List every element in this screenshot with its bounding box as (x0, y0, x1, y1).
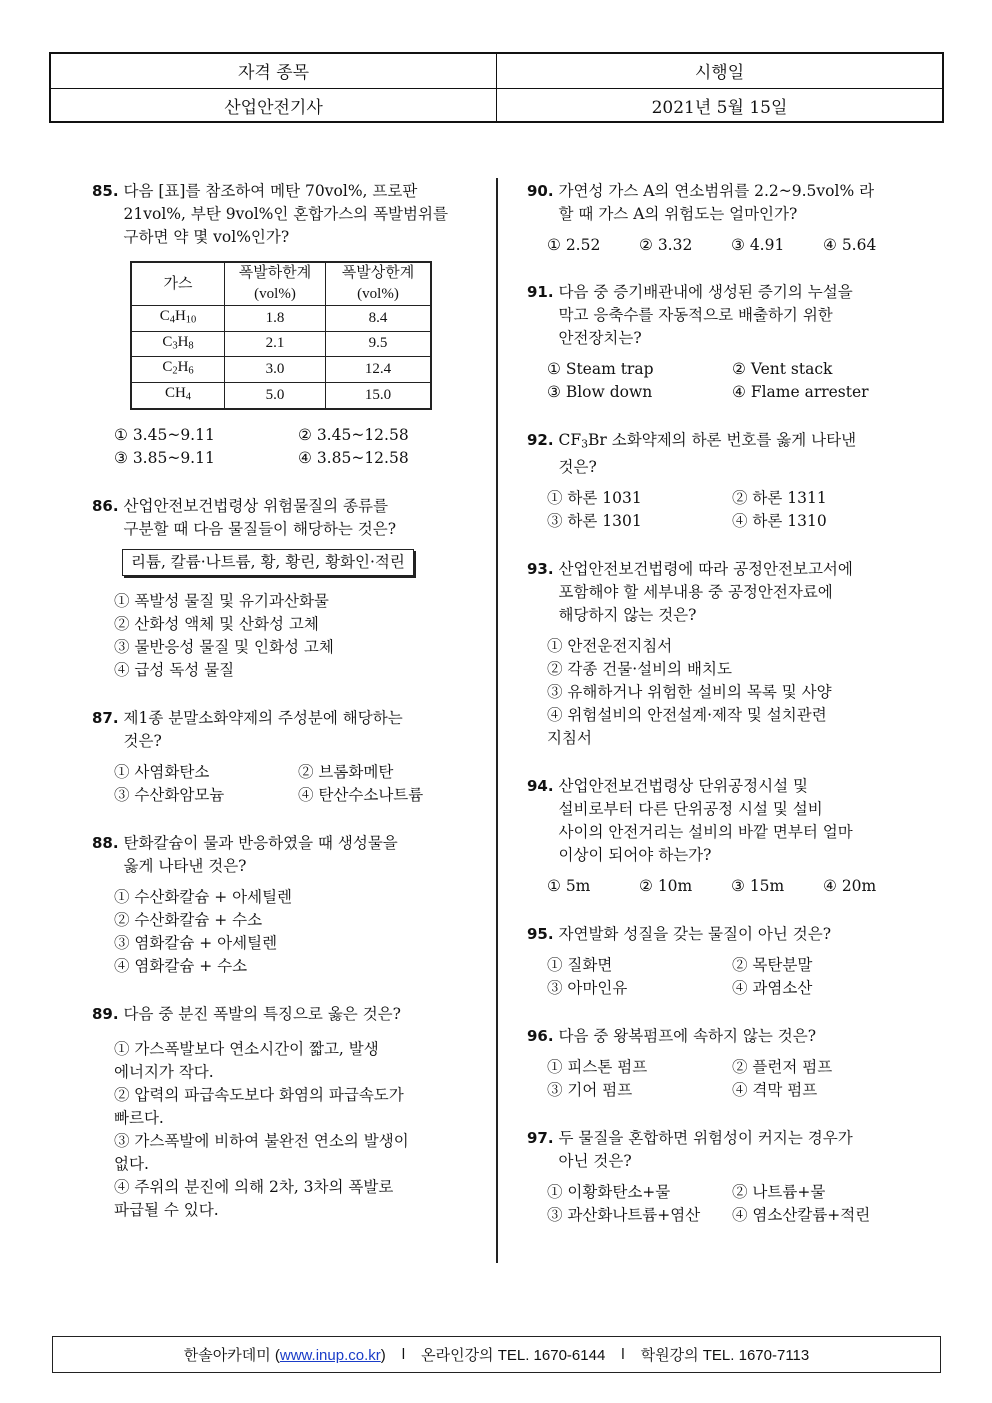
footer-separator: l (621, 1346, 625, 1363)
column-divider (496, 178, 498, 1263)
table-row (131, 382, 431, 408)
option-2[interactable]: ② 각종 건물·설비의 배치도 (547, 659, 732, 678)
question-85 (92, 180, 482, 470)
table-row (131, 331, 431, 357)
option-4[interactable]: ④ 하론 1310 (732, 511, 827, 530)
option-4[interactable]: ④ 3.85~12.58 (298, 448, 409, 467)
option-1[interactable]: ① 하론 1031 (547, 488, 642, 507)
gas-formula: $C_2H_6$ (131, 357, 225, 383)
option-4[interactable]: ④ 과염소산 (732, 978, 813, 997)
question-number: 90. (527, 182, 554, 200)
option-2[interactable]: ② 브롬화메탄 (298, 762, 394, 781)
option-4[interactable]: ④ 5.64 (823, 236, 877, 254)
option-1[interactable]: ① 폭발성 물질 및 유기과산화물 (114, 591, 329, 610)
option-2[interactable]: ② 압력의 파급속도보다 화염의 파급속도가 빠르다. (114, 1085, 404, 1127)
question-91 (527, 281, 917, 404)
date-title: 시행일 (496, 54, 942, 88)
option-2[interactable]: ② 나트륨+물 (732, 1182, 826, 1201)
offline-phone: 학원강의 TEL. 1670-7113 (640, 1347, 810, 1364)
option-3[interactable]: ③ 15m (731, 876, 785, 895)
option-1[interactable]: ① 가스폭발보다 연소시간이 짧고, 발생 에너지가 작다. (114, 1039, 379, 1081)
question-text: 다음 중 왕복펌프에 속하지 않는 것은? (558, 1026, 817, 1045)
table-header: 폭발하한계 (vol%) (225, 262, 326, 306)
option-3[interactable]: ③ 아마인유 (547, 978, 628, 997)
exam-info-table (49, 52, 944, 123)
option-4[interactable]: ④ 탄산수소나트륨 (298, 785, 424, 804)
question-88 (92, 832, 482, 978)
question-number: 95. (527, 924, 554, 943)
option-1[interactable]: ① 5m (547, 876, 591, 895)
option-4[interactable]: ④ 격막 펌프 (732, 1080, 818, 1099)
lower-limit: 2.1 (225, 331, 326, 357)
question-text: 다음 중 분진 폭발의 특징으로 옳은 것은? (123, 1004, 401, 1023)
option-3[interactable]: ③ 3.85~9.11 (114, 448, 215, 467)
gas-formula: $CH_4$ (131, 382, 225, 408)
option-1[interactable]: ① 3.45~9.11 (114, 425, 215, 444)
option-3[interactable]: ③ Blow down (547, 383, 653, 401)
option-1[interactable]: ① 이황화탄소+물 (547, 1182, 671, 1201)
table-header: 폭발상한계 (vol%) (326, 262, 432, 306)
question-92 (527, 429, 917, 533)
question-text: 두 물질을 혼합하면 위험성이 커지는 경우가 아닌 것은? (558, 1128, 853, 1170)
table-row (131, 306, 431, 332)
question-number: 88. (92, 833, 119, 852)
question-number: 93. (527, 559, 554, 578)
option-1[interactable]: ① 수산화칼슘 + 아세틸렌 (114, 887, 293, 906)
question-text: $CF_3Br$ 소화약제의 하론 번호를 옳게 나타낸 것은? (558, 431, 857, 476)
question-96 (527, 1025, 917, 1102)
option-4[interactable]: ④ 염화칼슘 + 수소 (114, 956, 248, 975)
question-number: 96. (527, 1026, 554, 1045)
question-89 (92, 1003, 482, 1222)
question-text: 산업안전보건법령상 위험물질의 종류를 구분할 때 다음 물질들이 해당하는 것은? (123, 496, 397, 538)
option-3[interactable]: ③ 수산화암모늄 (114, 785, 225, 804)
question-text: 자연발화 성질을 갖는 물질이 아닌 것은? (558, 924, 832, 943)
question-text: 산업안전보건법령에 따라 공정안전보고서에 포함해야 할 세부내용 중 공정안전자료에 해당하지 않는 것은? (558, 559, 853, 624)
option-4[interactable]: ④ 위험설비의 안전설계·제작 및 설치관련 지침서 (547, 705, 827, 747)
question-text: 탄화칼슘이 물과 반응하였을 때 생성물을 옳게 나타낸 것은? (123, 833, 398, 875)
option-3[interactable]: ③ 물반응성 물질 및 인화성 고체 (114, 637, 334, 656)
option-4[interactable]: ④ 주위의 분진에 의해 2차, 3차의 폭발로 파급될 수 있다. (114, 1177, 394, 1219)
question-number: 94. (527, 776, 554, 795)
option-1[interactable]: ① 사염화탄소 (114, 762, 210, 781)
question-94 (527, 775, 917, 898)
website-link[interactable]: www.inup.co.kr (279, 1347, 381, 1364)
question-87 (92, 707, 482, 807)
option-4[interactable]: ④ 20m (823, 876, 877, 895)
question-93 (527, 558, 917, 750)
question-number: 89. (92, 1004, 119, 1023)
question-97 (527, 1127, 917, 1227)
option-4[interactable]: ④ Flame arrester (732, 383, 869, 401)
option-2[interactable]: ② 목탄분말 (732, 955, 813, 974)
upper-limit: 12.4 (326, 357, 432, 383)
question-text: 다음 중 증기배관내에 생성된 증기의 누설을 막고 응축수를 자동적으로 배출하기 위한 안전장치는? (558, 283, 853, 347)
question-text: 제1종 분말소화약제의 주성분에 해당하는 것은? (123, 708, 403, 750)
option-1[interactable]: ① 2.52 (547, 236, 601, 254)
substance-list-box: 리튬, 칼륨·나트륨, 황, 황린, 황화인·적린 (122, 549, 414, 576)
lower-limit: 5.0 (225, 382, 326, 408)
footer-brand: 한솔아카데미 (www.inup.co.kr) (183, 1347, 386, 1364)
question-95 (527, 923, 917, 1000)
question-text: 다음 [표]를 참조하여 메탄 70vol%, 프로판 21vol%, 부탄 9vol%인 혼합가스의 폭발범위를 구하면 약 몇 vol%인가? (123, 182, 448, 246)
option-2[interactable]: ② Vent stack (732, 360, 833, 378)
upper-limit: 8.4 (326, 306, 432, 332)
question-86 (92, 495, 482, 682)
question-number: 91. (527, 283, 554, 301)
table-row (131, 357, 431, 383)
question-number: 92. (527, 431, 554, 449)
question-number: 86. (92, 496, 119, 515)
gas-formula: $C_4H_{10}$ (131, 306, 225, 332)
subject-value: 산업안전기사 (224, 97, 323, 118)
option-2[interactable]: ② 3.45~12.58 (298, 425, 409, 444)
gas-formula: $C_3H_8$ (131, 331, 225, 357)
upper-limit: 15.0 (326, 382, 432, 408)
upper-limit: 9.5 (326, 331, 432, 357)
question-text: 산업안전보건법령상 단위공정시설 및 설비로부터 다른 단위공정 시설 및 설비 사이의 안전거리는 설비의 바깥 면부터 얼마 이상이 되어야 하는가? (558, 776, 853, 864)
question-number: 85. (92, 182, 119, 200)
option-1[interactable]: ① 피스톤 펌프 (547, 1057, 648, 1076)
right-column (527, 180, 917, 1227)
question-90 (527, 180, 917, 257)
option-2[interactable]: ② 10m (639, 876, 693, 895)
option-1[interactable]: ① Steam trap (547, 360, 654, 378)
option-3[interactable]: ③ 과산화나트륨+염산 (547, 1205, 701, 1224)
option-2[interactable]: ② 3.32 (639, 236, 693, 254)
footer-bar (52, 1336, 941, 1373)
option-1[interactable]: ① 질화면 (547, 955, 613, 974)
lower-limit: 1.8 (225, 306, 326, 332)
option-1[interactable]: ① 안전운전지침서 (547, 636, 673, 655)
left-column (92, 180, 482, 1222)
question-number: 97. (527, 1128, 554, 1147)
question-number: 87. (92, 708, 119, 727)
option-2[interactable]: ② 산화성 액체 및 산화성 고체 (114, 614, 319, 633)
option-3[interactable]: ③ 염화칼슘 + 아세틸렌 (114, 933, 278, 952)
subject-title: 자격 종목 (237, 63, 310, 84)
option-3[interactable]: ③ 하론 1301 (547, 511, 642, 530)
question-text: 가연성 가스 A의 연소범위를 2.2~9.5vol% 라 할 때 가스 A의 위험도는 얼마인가? (558, 182, 875, 223)
option-3[interactable]: ③ 4.91 (731, 236, 785, 254)
option-3[interactable]: ③ 가스폭발에 비하여 불완전 연소의 발생이 없다. (114, 1131, 409, 1173)
lower-limit: 3.0 (225, 357, 326, 383)
explosion-range-table (130, 261, 432, 410)
option-2[interactable]: ② 수산화칼슘 + 수소 (114, 910, 263, 929)
option-4[interactable]: ④ 염소산칼륨+적린 (732, 1205, 871, 1224)
option-2[interactable]: ② 플런저 펌프 (732, 1057, 833, 1076)
table-header: 가스 (131, 262, 225, 306)
date-value: 2021년 5월 15일 (496, 89, 942, 123)
online-phone: 온라인강의 TEL. 1670-6144 (421, 1347, 606, 1364)
option-2[interactable]: ② 하론 1311 (732, 488, 827, 507)
option-3[interactable]: ③ 기어 펌프 (547, 1080, 633, 1099)
footer-separator: l (401, 1346, 406, 1363)
option-3[interactable]: ③ 유해하거나 위험한 설비의 목록 및 사양 (547, 682, 832, 701)
option-4[interactable]: ④ 급성 독성 물질 (114, 660, 235, 679)
